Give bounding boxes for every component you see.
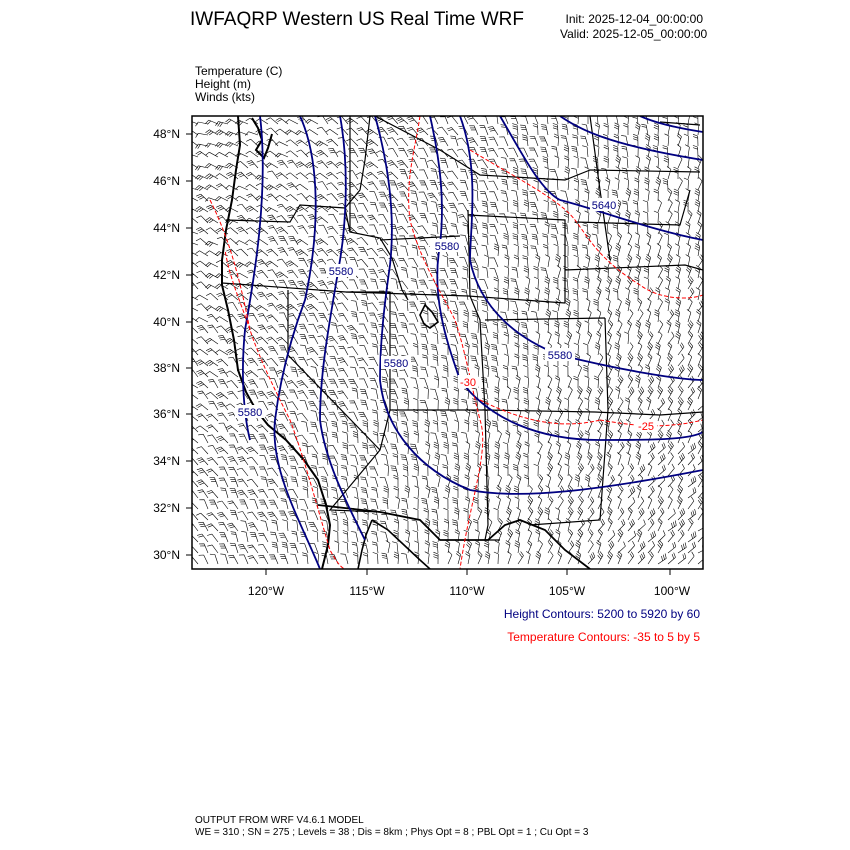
lon-label: 105°W [548,584,586,598]
lat-label: 32°N [153,501,180,515]
lat-label: 34°N [153,454,180,468]
lat-label: 38°N [153,361,180,375]
temperature-contours-note: Temperature Contours: -35 to 5 by 5 [507,630,700,644]
mexico-border [318,505,590,569]
lon-label: 115°W [349,584,385,598]
height-label: 5580 [237,407,263,419]
lat-label: 30°N [153,548,180,562]
chart-title: IWFAQRP Western US Real Time WRF [190,9,524,30]
temperature-label: -25 [638,421,654,433]
lat-label: 46°N [153,174,180,188]
lat-axis [153,127,192,562]
model-info: OUTPUT FROM WRF V4.6.1 MODEL [195,815,364,826]
height-label: 5580 [547,350,573,362]
height-contours [243,116,703,569]
temperature-label: -30 [460,377,476,389]
valid-time: Valid: 2025-12-05_00:00:00 [560,27,708,41]
lon-label: 120°W [247,584,285,598]
model-config: WE = 310 ; SN = 275 ; Levels = 38 ; Dis = 8km ; Phys Opt = 8 ; PBL Opt = 1 ; Cu Opt = 3 [195,827,589,838]
state-borders [222,116,703,540]
init-time: Init: 2025-12-04_00:00:00 [565,12,703,26]
field-winds: Winds (kts) [195,90,255,104]
coastline [222,116,330,569]
gulf-east-shore [372,520,430,569]
field-height: Height (m) [195,77,252,91]
height-contours-note: Height Contours: 5200 to 5920 by 60 [503,607,700,621]
height-label: 5640 [591,200,617,212]
height-label: 5580 [383,358,409,370]
field-temperature: Temperature (C) [195,64,283,78]
height-label: 5580 [328,266,354,278]
lat-label: 48°N [153,127,180,141]
lon-label: 100°W [653,584,691,598]
lat-label: 40°N [153,315,180,329]
lon-axis [248,569,691,598]
gulf-west-shore [358,520,372,569]
lon-label: 110°W [449,584,485,598]
great-salt-lake [420,305,438,328]
lat-label: 36°N [153,407,180,421]
lat-label: 42°N [153,268,180,282]
height-label: 5580 [434,241,460,253]
lat-label: 44°N [153,221,180,235]
